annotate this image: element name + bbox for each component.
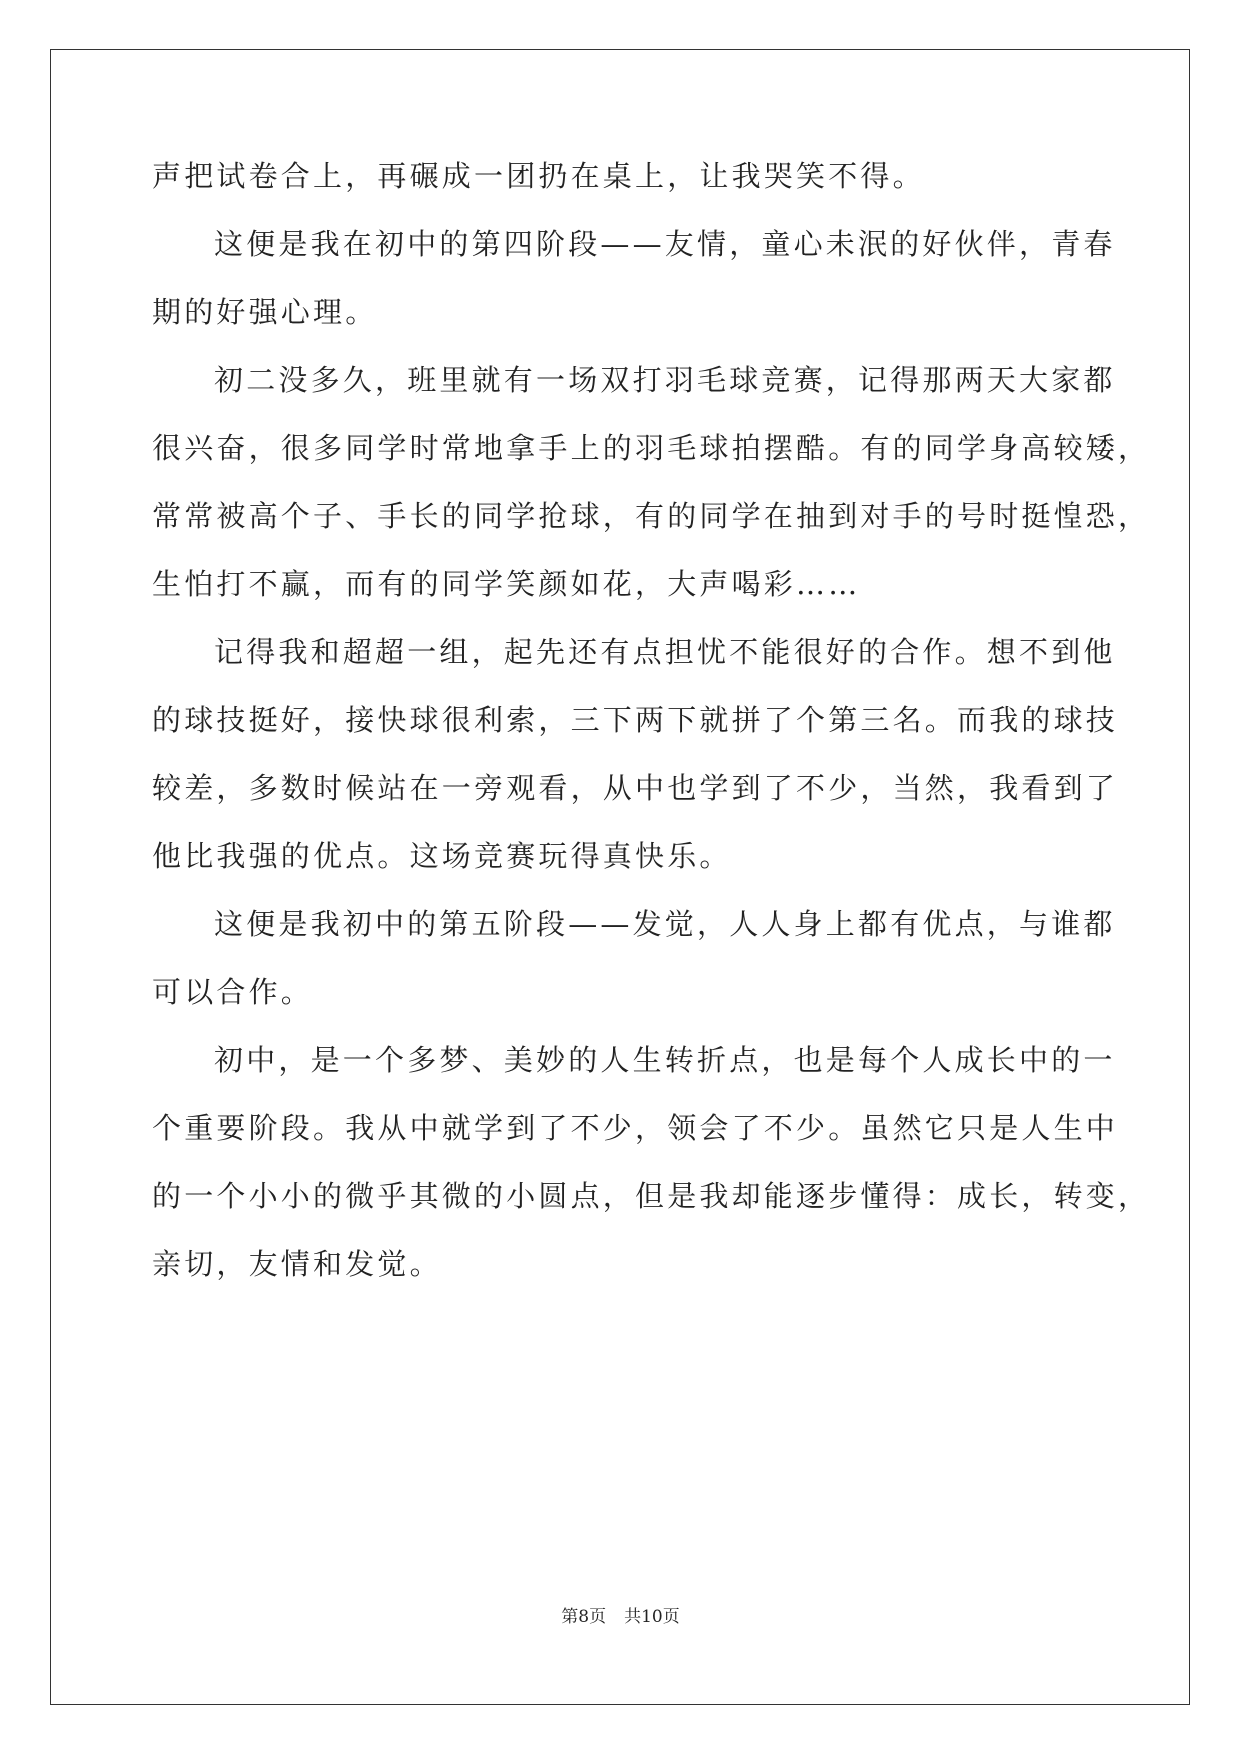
text-line-10: 较差，多数时候站在一旁观看，从中也学到了不少，当然，我看到了 [152,771,1119,805]
paragraph-start-line-14: 初中，是一个多梦、美妙的人生转折点，也是每个人成长中的一 [214,1043,1116,1077]
page-number-label: 第8页 [561,1607,607,1627]
text-line-16: 的一个小小的微乎其微的小圆点，但是我却能逐步懂得：成长，转变， [152,1179,1151,1213]
text-line-1: 声把试卷合上，再碾成一团扔在桌上，让我哭笑不得。 [152,159,925,193]
text-line-6: 常常被高个子、手长的同学抢球，有的同学在抽到对手的号时挺惶恐， [152,499,1151,533]
text-line-17: 亲切，友情和发觉。 [152,1247,442,1281]
text-line-5: 很兴奋，很多同学时常地拿手上的羽毛球拍摆酷。有的同学身高较矮， [152,431,1151,465]
text-line-15: 个重要阶段。我从中就学到了不少，领会了不少。虽然它只是人生中 [152,1111,1119,1145]
total-pages-label: 共10页 [624,1607,680,1627]
paragraph-start-line-2: 这便是我在初中的第四阶段——友情，童心未泯的好伙伴，青春 [214,227,1116,261]
text-line-7: 生怕打不赢，而有的同学笑颜如花，大声喝彩…… [152,567,861,601]
text-line-13: 可以合作。 [152,975,314,1009]
paragraph-start-line-8: 记得我和超超一组，起先还有点担忧不能很好的合作。想不到他 [214,635,1116,669]
text-line-9: 的球技挺好，接快球很利索，三下两下就拼了个第三名。而我的球技 [152,703,1119,737]
page-footer [0,1605,1241,1629]
paragraph-start-line-12: 这便是我初中的第五阶段——发觉，人人身上都有优点，与谁都 [214,907,1116,941]
text-line-11: 他比我强的优点。这场竞赛玩得真快乐。 [152,839,732,873]
text-line-3: 期的好强心理。 [152,295,378,329]
paragraph-start-line-4: 初二没多久，班里就有一场双打羽毛球竞赛，记得那两天大家都 [214,363,1116,397]
